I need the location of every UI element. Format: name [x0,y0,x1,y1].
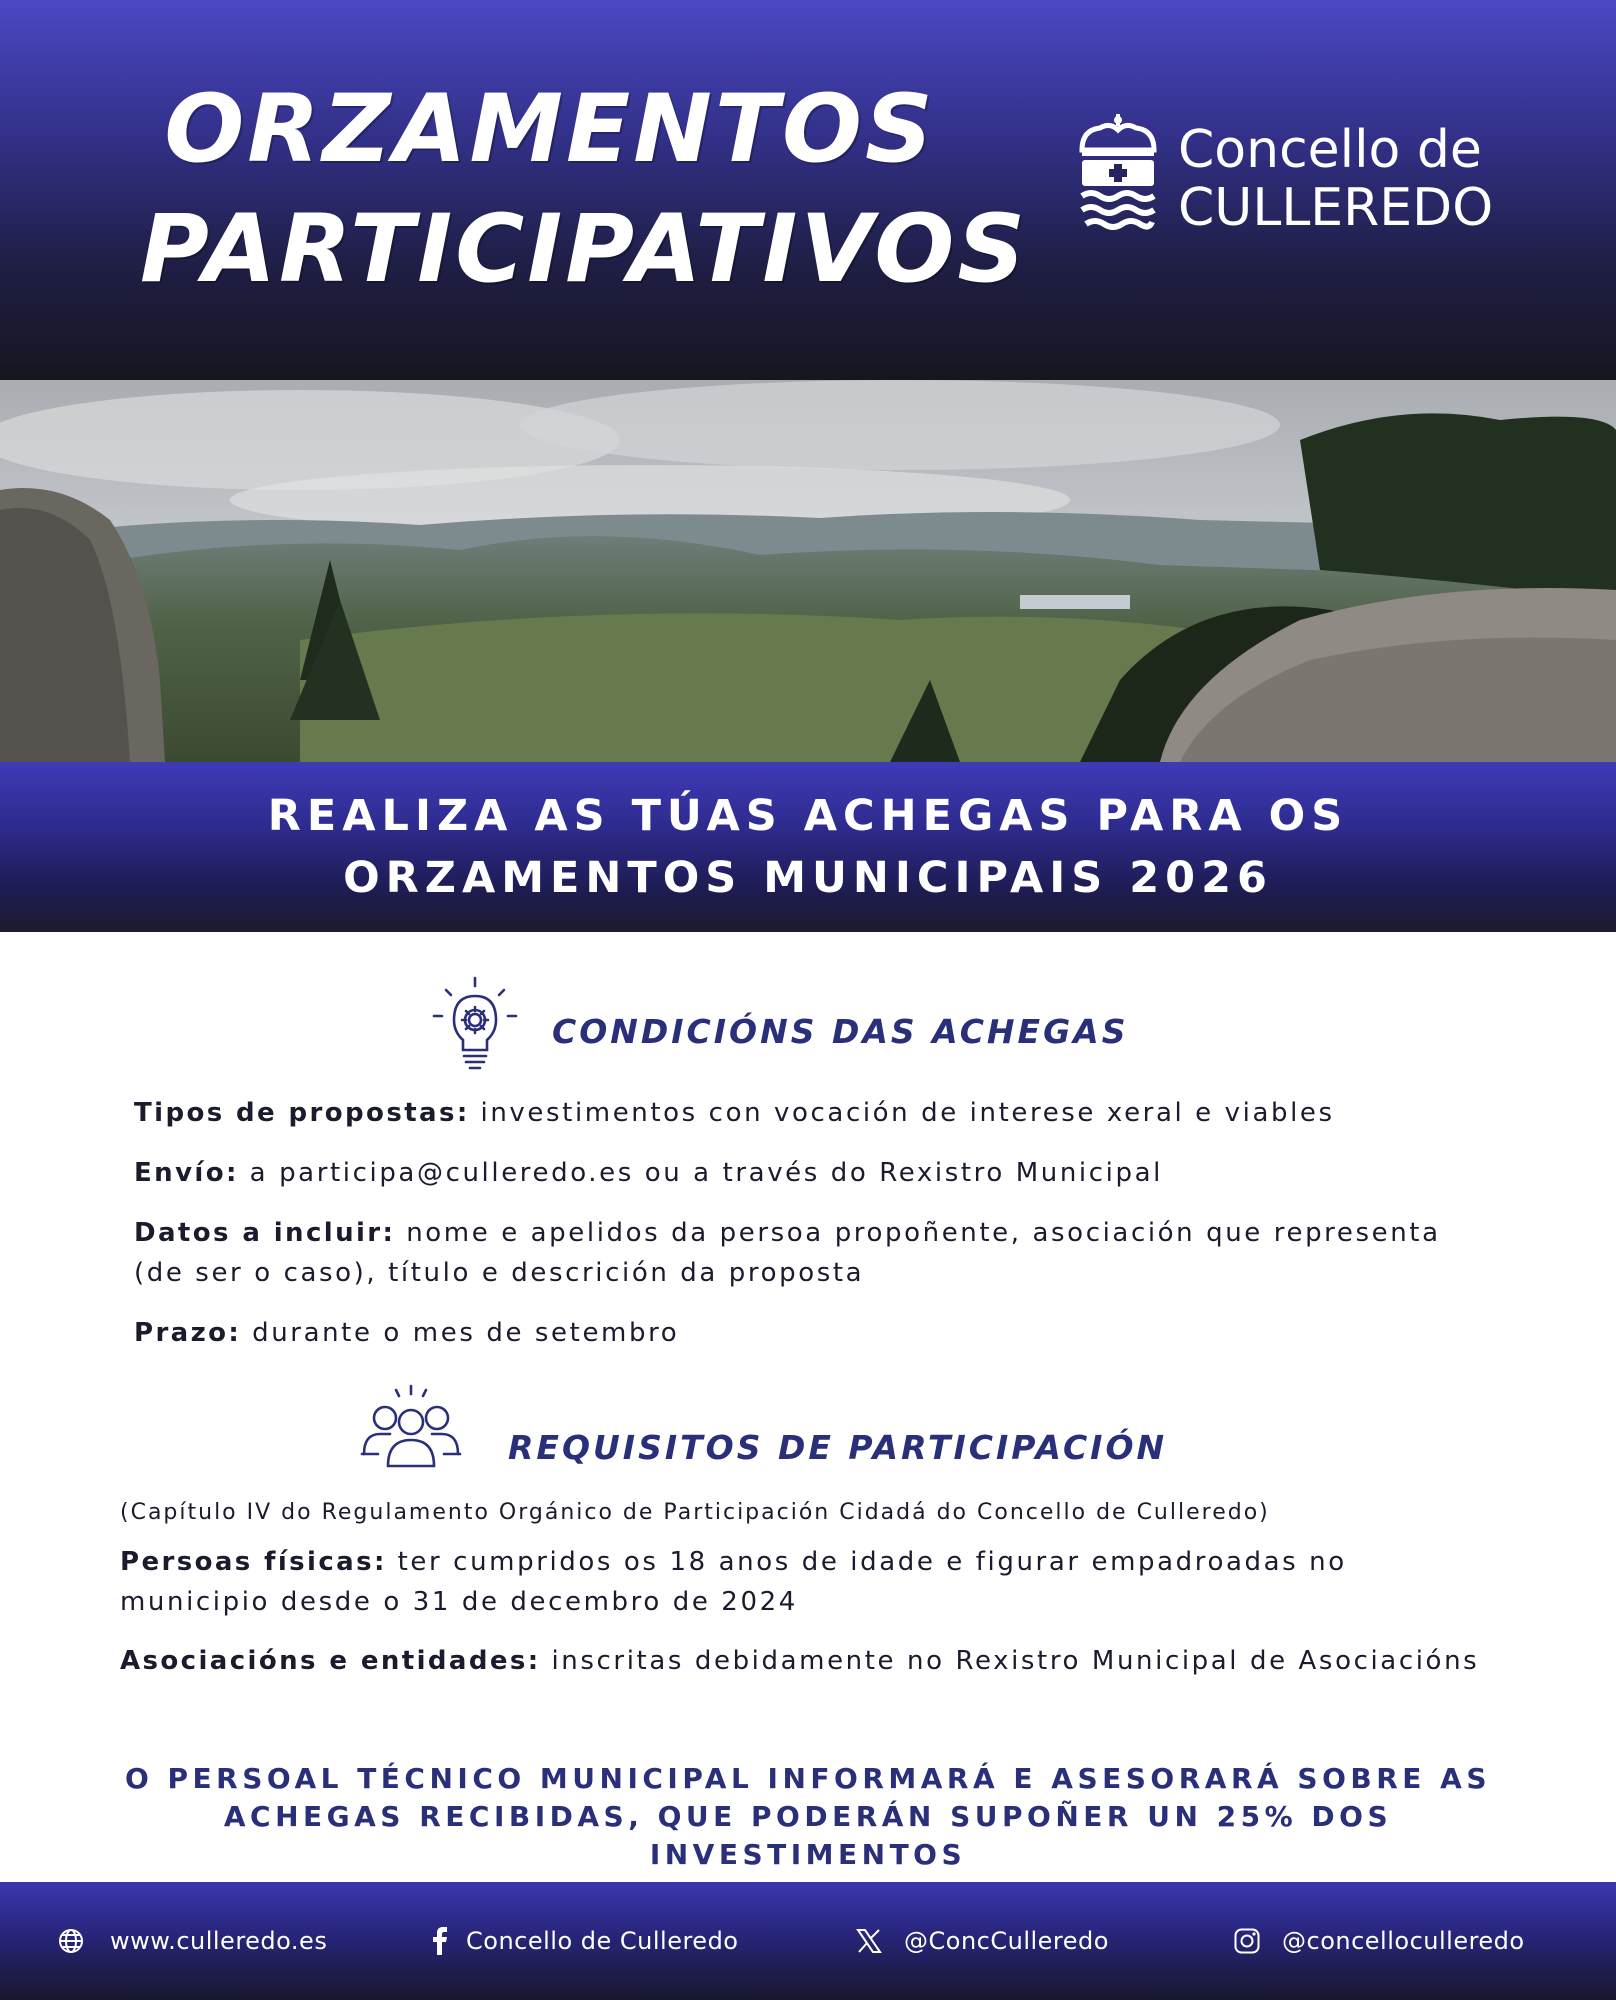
title-line-2: PARTICIPATIVOS [140,195,1029,304]
coat-of-arms-icon [1076,112,1160,240]
facebook-link[interactable]: Concello de Culleredo [466,1927,739,1955]
header [0,0,1616,380]
requirement-text-continued: municipio desde o 31 de decembro de 2024 [120,1587,798,1617]
condition-label: Tipos de propostas: [134,1098,470,1128]
people-group-icon [358,1384,464,1468]
lightbulb-gear-icon [432,976,518,1074]
requirement-text: ter cumpridos os 18 anos de idade e figurar empadroadas no [397,1547,1347,1577]
footer-website[interactable] [58,1882,327,2000]
condition-text: durante o mes de setembro [252,1318,680,1348]
instagram-link[interactable]: @concelloculleredo [1282,1927,1525,1955]
website-link[interactable]: www.culleredo.es [110,1927,328,1955]
banner-line-1: REALIZA AS TÚAS ACHEGAS PARA OS [267,791,1349,841]
requirement-item-associations [120,1641,1590,1681]
title-line-1: ORZAMENTOS [164,75,936,184]
conditions-heading: CONDICIÓNS DAS ACHEGAS [552,1012,1129,1051]
condition-text: a participa@culleredo.es ou a través do Rexistro Municipal [249,1158,1163,1188]
condition-item-deadline [134,1313,1554,1353]
footer-instagram[interactable] [1234,1882,1525,2000]
condition-item-data [134,1213,1574,1293]
requirement-label: Asociacións e entidades: [120,1646,541,1676]
closing-line-1: O PERSOAL TÉCNICO MUNICIPAL INFORMARÁ E ASESORARÁ SOBRE AS [124,1762,1492,1795]
closing-statement [80,1760,1536,1874]
banner-line-2: ORZAMENTOS MUNICIPAIS 2026 [343,853,1273,903]
logo-text-line-1: Concello de [1178,120,1482,180]
condition-text: investimentos con vocación de interese xeral e viables [480,1098,1335,1128]
instagram-icon [1234,1928,1260,1954]
condition-text-continued: (de ser o caso), título e descrición da proposta [134,1258,865,1288]
footer-x[interactable] [856,1882,1109,2000]
logo-text-line-2: CULLEREDO [1178,178,1494,238]
condition-label: Envío: [134,1158,239,1188]
condition-label: Datos a incluir: [134,1218,396,1248]
headline-banner [0,762,1616,932]
concello-logo [1076,112,1496,252]
x-twitter-icon [856,1929,882,1953]
condition-text: nome e apelidos da persoa propoñente, asociación que representa [406,1218,1441,1248]
landscape-photo [0,380,1616,762]
condition-item-proposal-types [134,1093,1554,1133]
requirement-item-individuals [120,1542,1560,1622]
requirement-label: Persoas físicas: [120,1547,387,1577]
condition-label: Prazo: [134,1318,242,1348]
x-link[interactable]: @ConcCulleredo [904,1927,1109,1955]
requirement-text: inscritas debidamente no Rexistro Municipal de Asociacións [551,1646,1480,1676]
facebook-icon [432,1927,448,1955]
closing-line-2: ACHEGAS RECIBIDAS, QUE PODERÁN SUPOÑER UN 25% DOS INVESTIMENTOS [223,1800,1393,1871]
condition-item-sending [134,1153,1554,1193]
banner-headline [108,785,1508,909]
requirements-heading: REQUISITOS DE PARTICIPACIÓN [508,1428,1168,1467]
footer [0,1882,1616,2000]
footer-facebook[interactable] [432,1882,738,2000]
requirements-note: (Capítulo IV do Regulamento Orgánico de Participación Cidadá do Concello de Culleredo) [120,1500,1270,1525]
globe-icon [58,1928,84,1954]
page-title [140,70,1029,310]
